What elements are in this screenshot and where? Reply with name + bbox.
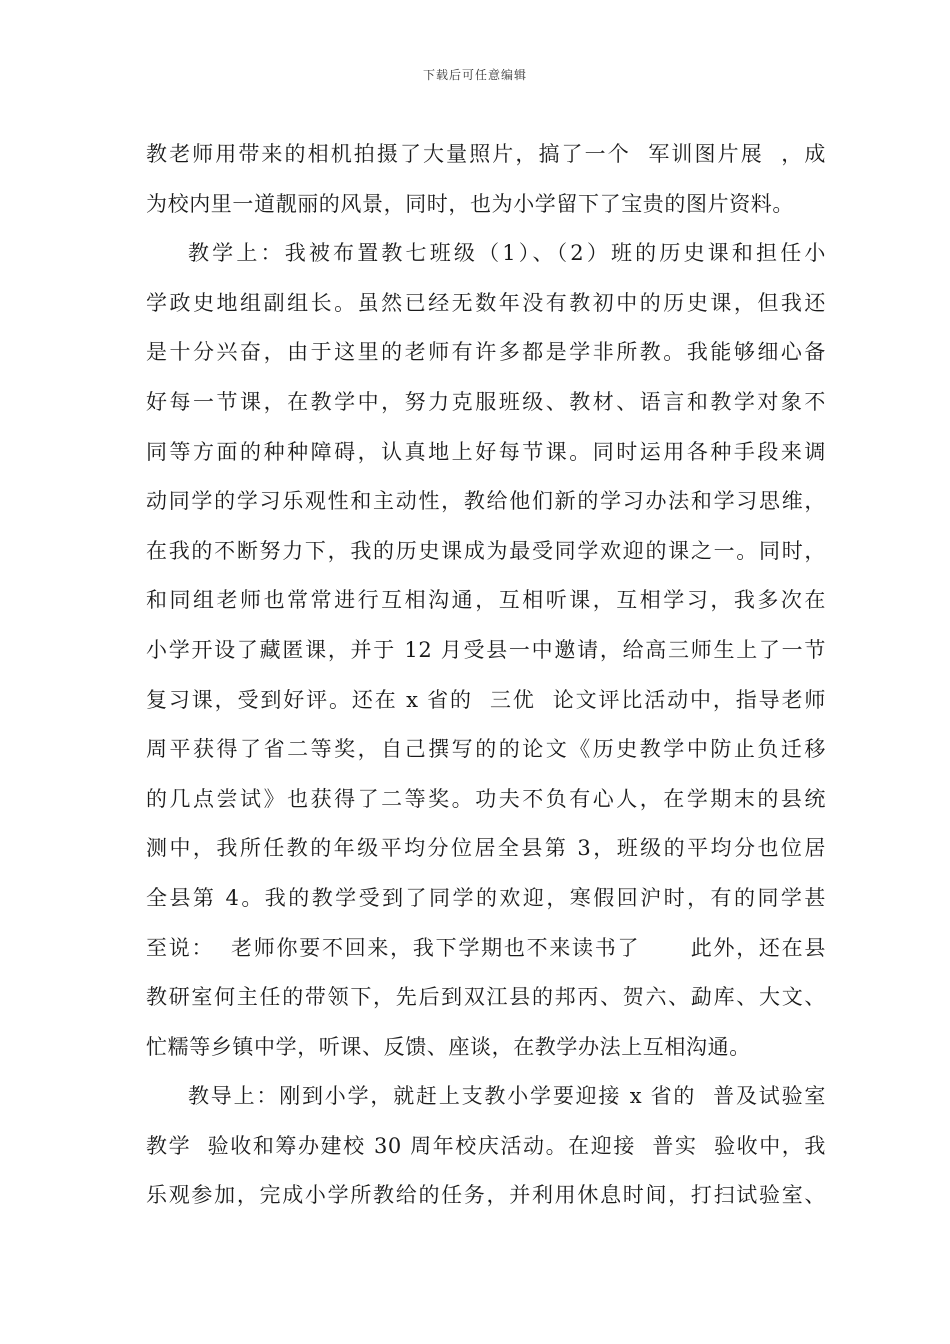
- text-line: 教研室何主任的带领下，先后到双江县的邦丙、贺六、勐库、大文、: [146, 985, 826, 1010]
- text-line: 测中，我所任教的年级平均分位居全县第 3，班级的平均分也位居: [146, 836, 826, 861]
- text-line: 教学 验收和筹办建校 30 周年校庆活动。在迎接 普实 验收中，我: [146, 1133, 826, 1158]
- text-line: 和同组老师也常常进行互相沟通，互相听课，互相学习，我多次在: [146, 588, 826, 613]
- text-line: 为校内里一道靓丽的风景，同时，也为小学留下了宝贵的图片资料。: [146, 191, 794, 216]
- text-line: 是十分兴奋，由于这里的老师有许多都是学非所教。我能够细心备: [146, 340, 826, 365]
- document-body: [146, 130, 826, 1221]
- text-line: 好每一节课，在教学中，努力克服班级、教材、语言和教学对象不: [146, 389, 826, 414]
- text-line: 教导上：刚到小学，就赶上支教小学要迎接 x 省的 普及试验室: [188, 1084, 826, 1109]
- text-line: 教老师用带来的相机拍摄了大量照片，搞了一个 军训图片展 ，成: [146, 142, 826, 166]
- text-line: 同等方面的种种障碍，认真地上好每节课。同时运用各种手段来调: [146, 439, 826, 464]
- text-line: 乐观参加，完成小学所教给的任务，并利用休息时间，打扫试验室、: [146, 1183, 826, 1208]
- page-header: 下载后可任意编辑: [422, 68, 527, 82]
- text-line: 小学开设了藏匿课，并于 12 月受县一中邀请，给高三师生上了一节: [146, 637, 826, 662]
- text-line: 教学上：我被布置教七班级（1）、（2）班的历史课和担任小: [188, 241, 826, 266]
- text-line: 至说： 老师你要不回来，我下学期也不来读书了 此外，还在县: [146, 935, 826, 960]
- text-line: 复习课，受到好评。还在 x 省的 三优 论文评比活动中，指导老师: [146, 687, 826, 712]
- text-line: 学政史地组副组长。虽然已经无数年没有教初中的历史课，但我还: [146, 290, 826, 315]
- text-line: 动同学的学习乐观性和主动性，教给他们新的学习办法和学习思维，: [146, 489, 826, 514]
- text-line: 在我的不断努力下，我的历史课成为最受同学欢迎的课之一。同时，: [146, 538, 826, 563]
- text-line: 的几点尝试》也获得了二等奖。功夫不负有心人，在学期末的县统: [146, 786, 826, 811]
- text-line: 忙糯等乡镇中学，听课、反馈、座谈，在教学办法上互相沟通。: [146, 1034, 751, 1059]
- text-line: 全县第 4。我的教学受到了同学的欢迎，寒假回沪时，有的同学甚: [146, 885, 826, 910]
- text-line: 周平获得了省二等奖，自己撰写的的论文《历史教学中防止负迁移: [146, 737, 826, 762]
